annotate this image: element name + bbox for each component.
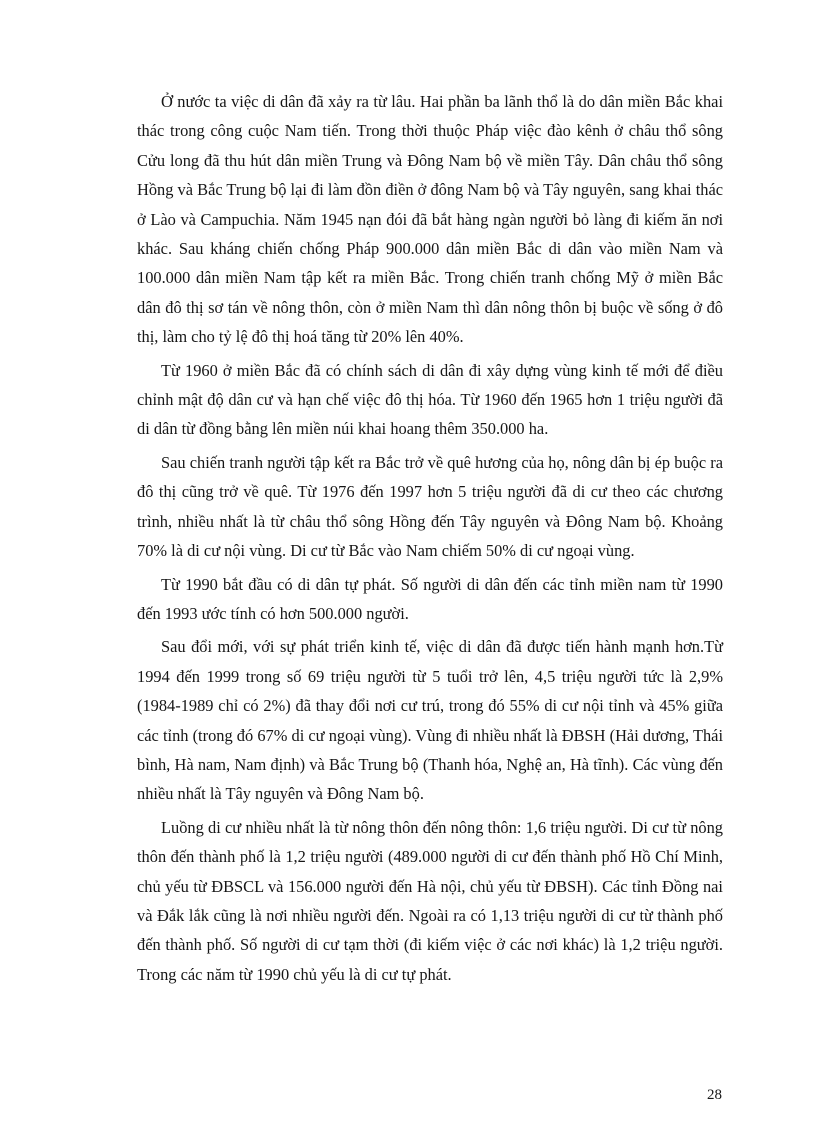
paragraph-6: Luồng di cư nhiều nhất là từ nông thôn đến nông thôn: 1,6 triệu người. Di cư từ nông thôn đến thành phố là 1,2 triệu người (489.000 người di cư đến thành phố Hồ Chí Minh, chủ yếu từ ĐBSCL và 156.000 người đến Hà nội, chủ yếu từ ĐBSH). Các tỉnh Đồng nai và Đắk lắk cũng là nơi nhiều người đến. Ngoài ra có 1,13 triệu người di cư từ thành phố đến thành phố. Số người di cư tạm thời (đi kiếm việc ở các nơi khác) là 1,2 triệu người. Trong các năm từ 1990 chủ yếu là di cư tự phát. (137, 817, 723, 984)
body-text (137, 87, 723, 993)
paragraph-1: Ở nước ta việc di dân đã xảy ra từ lâu. Hai phần ba lãnh thổ là do dân miền Bắc khai thác trong công cuộc Nam tiến. Trong thời thuộc Pháp việc đào kênh ở châu thổ sông Cửu long đã thu hút dân miền Trung và Đông Nam bộ về miền Tây. Dân châu thổ sông Hồng và Bắc Trung bộ lại đi làm đồn điền ở đông Nam bộ và Tây nguyên, sang khai thác ở Lào và Campuchia. Năm 1945 nạn đói đã bắt hàng ngàn người bỏ làng đi kiếm ăn nơi khác. Sau kháng chiến chống Pháp 900.000 dân miền Bắc di dân vào miền Nam và 100.000 dân miền Nam tập kết ra miền Bắc. Trong chiến tranh chống Mỹ ở miền Bắc dân đô thị sơ tán về nông thôn, còn ở miền Nam thì dân nông thôn bị buộc về sống ở đô thị, làm cho tỷ lệ đô thị hoá tăng từ 20% lên 40%. (137, 92, 723, 347)
paragraph-5: Sau đổi mới, với sự phát triển kinh tế, việc di dân đã được tiến hành mạnh hơn.Từ 1994 đến 1999 trong số 69 triệu người từ 5 tuổi trở lên, 4,5 triệu người tức là 2,9% (1984-1989 chỉ có 2%) đã thay đổi nơi cư trú, trong đó 55% di cư nội tỉnh và 45% giữa các tỉnh (trong đó 67% di cư ngoại vùng). Vùng đi nhiều nhất là ĐBSH (Hải dương, Thái bình, Hà nam, Nam định) và Bắc Trung bộ (Thanh hóa, Nghệ an, Hà tĩnh). Các vùng đến nhiều nhất là Tây nguyên và Đông Nam bộ. (137, 637, 723, 804)
page-number: 28 (707, 1087, 722, 1103)
paragraph-4: Từ 1990 bắt đầu có di dân tự phát. Số người di dân đến các tỉnh miền nam từ 1990 đến 1993 ước tính có hơn 500.000 người. (137, 574, 723, 623)
paragraph-2: Từ 1960 ở miền Bắc đã có chính sách di dân đi xây dựng vùng kinh tế mới để điều chỉnh mật độ dân cư và hạn chế việc đô thị hóa. Từ 1960 đến 1965 hơn 1 triệu người đã di dân từ đồng bằng lên miền núi khai hoang thêm 350.000 ha. (137, 360, 723, 439)
paragraph-3: Sau chiến tranh người tập kết ra Bắc trở về quê hương của họ, nông dân bị ép buộc ra đô thị cũng trở về quê. Từ 1976 đến 1997 hơn 5 triệu người đã di cư theo các chương trình, nhiều nhất là từ châu thổ sông Hồng đến Tây nguyên và Đông Nam bộ. Khoảng 70% là di cư nội vùng. Di cư từ Bắc vào Nam chiếm 50% di cư ngoại vùng. (137, 452, 723, 561)
